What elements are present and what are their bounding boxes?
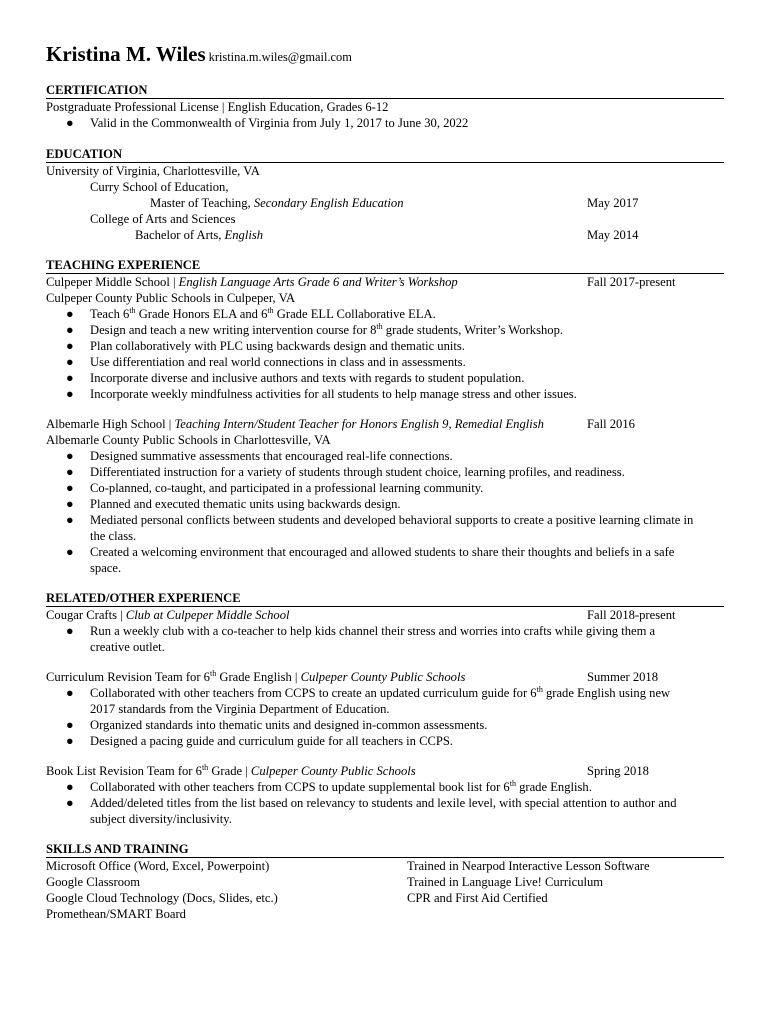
bullet-icon: ● <box>66 481 74 495</box>
bullet-icon: ● <box>66 449 74 463</box>
bullet-icon: ● <box>66 323 74 337</box>
school-line: Curry School of Education, <box>90 180 229 194</box>
bullet-icon: ● <box>66 355 74 369</box>
list-item: ● Added/deleted titles from the list based on relevancy to students and lexile level, with special attention to author and subject diversity/inclusivity. <box>66 796 677 826</box>
school-line: College of Arts and Sciences <box>90 212 236 226</box>
bullet-icon: ● <box>66 513 74 527</box>
skill-item: Google Cloud Technology (Docs, Slides, etc.) <box>46 891 278 905</box>
list-item: ● Plan collaboratively with PLC using backwards design and thematic units. <box>66 339 465 353</box>
bullet-icon: ● <box>66 624 74 638</box>
bullet-icon: ● <box>66 497 74 511</box>
section-title: TEACHING EXPERIENCE <box>46 258 724 274</box>
skills-section <box>46 842 724 922</box>
skills-right-column <box>407 858 650 906</box>
bullet-icon: ● <box>66 545 74 559</box>
email-link[interactable]: kristina.m.wiles@gmail.com <box>208 50 352 64</box>
list-item: ● Valid in the Commonwealth of Virginia from July 1, 2017 to June 30, 2022 <box>66 116 469 130</box>
job-heading: Culpeper Middle School | English Language Arts Grade 6 and Writer’s Workshop Fall 2017-present <box>46 275 676 289</box>
skill-item: Microsoft Office (Word, Excel, Powerpoint) <box>46 859 270 873</box>
date: May 2017 <box>587 196 639 210</box>
list-item: ● Created a welcoming environment that encouraged and allowed students to share their thoughts and beliefs in a safe space. <box>66 545 675 575</box>
skill-item: Trained in Nearpod Interactive Lesson Software <box>407 859 650 873</box>
resume-page <box>46 42 724 922</box>
list-item: ● Organized standards into thematic units and designed in-common assessments. <box>66 718 488 732</box>
section-title: EDUCATION <box>46 147 724 163</box>
skill-item: Google Classroom <box>46 875 141 889</box>
certification-section <box>46 83 724 131</box>
list-item: ● Co-planned, co-taught, and participated in a professional learning community. <box>66 481 484 495</box>
list-item: ● Planned and executed thematic units using backwards design. <box>66 497 401 511</box>
list-item: ● Mediated personal conflicts between students and developed behavioral supports to create a positive learning climate in the class. <box>66 513 694 543</box>
degree-line: Bachelor of Arts, English May 2014 <box>135 228 639 242</box>
header <box>46 42 724 76</box>
list-item: ● Differentiated instruction for a variety of students through student choice, learning profiles, and readiness. <box>66 465 625 479</box>
list-item: ● Incorporate diverse and inclusive authors and texts with regards to student population. <box>66 371 525 385</box>
list-item: ● Use differentiation and real world connections in class and in assessments. <box>66 355 466 369</box>
date: Spring 2018 <box>587 764 649 778</box>
skill-item: CPR and First Aid Certified <box>407 891 548 905</box>
date: Fall 2016 <box>587 417 635 431</box>
job-location: Culpeper County Public Schools in Culpeper, VA <box>46 291 296 305</box>
bullet-icon: ● <box>66 387 74 401</box>
teaching-section <box>46 258 724 576</box>
bullet-icon: ● <box>66 686 74 700</box>
education-section <box>46 147 724 243</box>
list-item: ● Designed a pacing guide and curriculum guide for all teachers in CCPS. <box>66 734 454 748</box>
date: Fall 2018-present <box>587 608 676 622</box>
university-line: University of Virginia, Charlottesville, VA <box>46 164 260 178</box>
job-location: Albemarle County Public Schools in Charlottesville, VA <box>46 433 331 447</box>
date: Fall 2017-present <box>587 275 676 289</box>
bullet-icon: ● <box>66 307 74 321</box>
section-title: SKILLS AND TRAINING <box>46 842 724 858</box>
list-item: ● Design and teach a new writing intervention course for 8th grade students, Writer’s Workshop. <box>66 321 564 337</box>
bullet-icon: ● <box>66 718 74 732</box>
job-heading: Curriculum Revision Team for 6th Grade English | Culpeper County Public Schools Summer 2018 <box>46 668 659 684</box>
degree-line: Master of Teaching, Secondary English Education May 2017 <box>150 196 639 210</box>
list-item: ● Teach 6th Grade Honors ELA and 6th Grade ELL Collaborative ELA. <box>66 305 436 321</box>
job-heading: Albemarle High School | Teaching Intern/Student Teacher for Honors English 9, Remedial English Fall 2016 <box>46 417 635 431</box>
skill-item: Promethean/SMART Board <box>46 907 186 921</box>
list-item: ● Incorporate weekly mindfulness activities for all students to help manage stress and other issues. <box>66 387 577 401</box>
job-heading: Cougar Crafts | Club at Culpeper Middle School Fall 2018-present <box>46 608 676 622</box>
bullet-icon: ● <box>66 339 74 353</box>
list-item: ● Collaborated with other teachers from CCPS to create an updated curriculum guide for 6th grade English using new 2017 standards from the Virginia Department of Education. <box>66 684 671 716</box>
bullet-icon: ● <box>66 371 74 385</box>
bullet-icon: ● <box>66 734 74 748</box>
section-title: CERTIFICATION <box>46 83 724 99</box>
bullet-icon: ● <box>66 465 74 479</box>
job-heading: Book List Revision Team for 6th Grade | Culpeper County Public Schools Spring 2018 <box>46 762 649 778</box>
list-item: ● Collaborated with other teachers from CCPS to update supplemental book list for 6th grade English. <box>66 778 592 794</box>
skill-item: Trained in Language Live! Curriculum <box>407 875 604 889</box>
list-item: ● Run a weekly club with a co-teacher to help kids channel their stress and worries into crafts while giving them a creative outlet. <box>66 624 656 654</box>
candidate-name: Kristina M. Wiles <box>46 42 206 66</box>
date: May 2014 <box>587 228 639 242</box>
bullet-icon: ● <box>66 116 74 130</box>
skills-columns <box>46 858 724 922</box>
section-title: RELATED/OTHER EXPERIENCE <box>46 591 724 607</box>
bullet-icon: ● <box>66 796 74 810</box>
date: Summer 2018 <box>587 670 659 684</box>
license-line: Postgraduate Professional License | English Education, Grades 6-12 <box>46 100 389 114</box>
related-section <box>46 591 724 827</box>
bullet-icon: ● <box>66 780 74 794</box>
list-item: ● Designed summative assessments that encouraged real-life connections. <box>66 449 453 463</box>
